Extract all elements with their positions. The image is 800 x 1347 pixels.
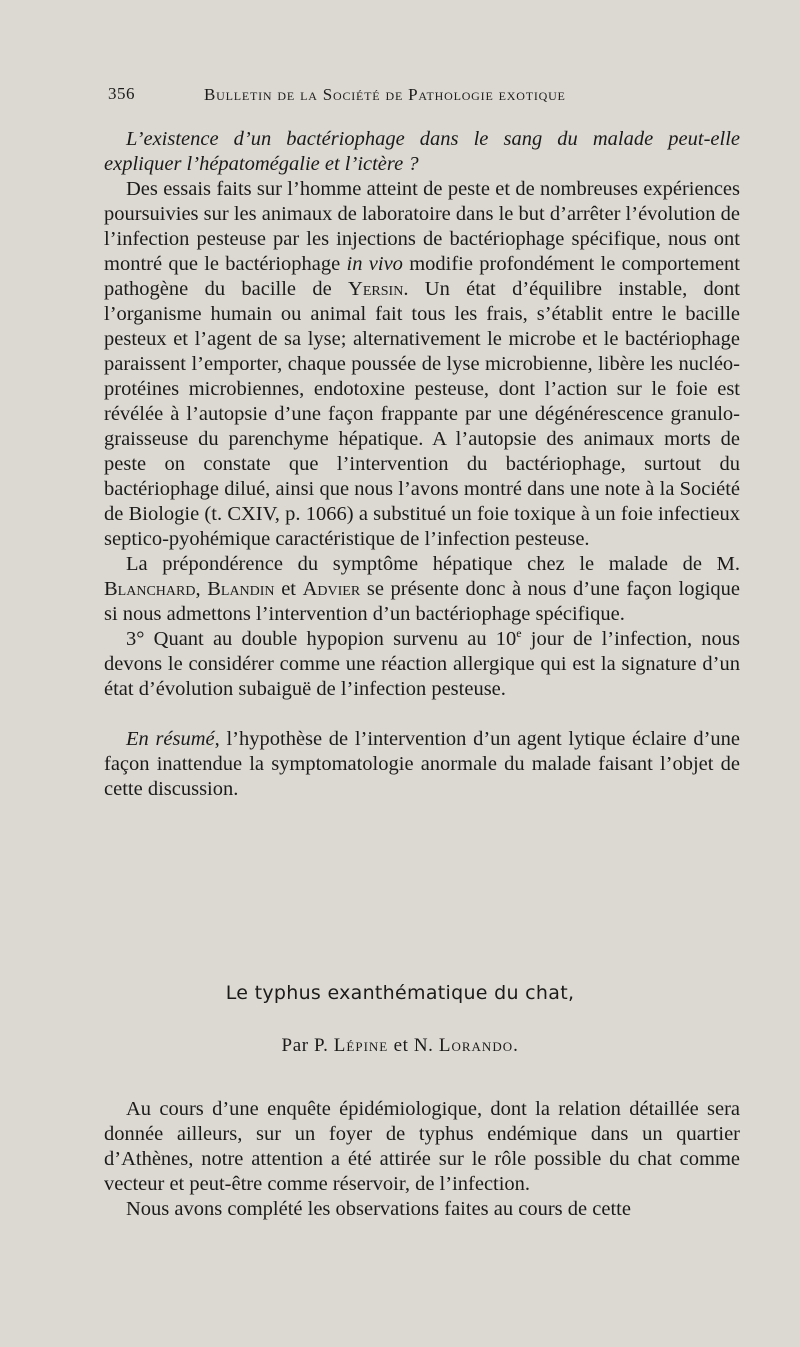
author-name: Yersin xyxy=(348,278,404,300)
paragraph: Nous avons complété les observations faites au cours de cette xyxy=(126,1198,631,1220)
summary-paragraph: En résumé, l’hypothèse de l’intervention d’un agent lytique éclaire d’une façon inattendue la symptomatologie anormale du malade faisant l’objet de cette discussion. xyxy=(104,728,741,800)
author-name: Advier xyxy=(302,578,361,600)
summary-lead: En résumé xyxy=(126,728,215,750)
author-name: Blanchard xyxy=(104,578,196,600)
paragraph: Des essais faits sur l’homme atteint de peste et de nombreuses expériences poursuivies sur les animaux de laboratoire dans le but d’arrêter l’évolution de l’infection pesteuse par les injections de bactériophage spécifique, nous ont montré que le bactériophage in vivo modifie profondément le comportement pathogène du bacille de Yersin. Un état d’équilibre instable, dont l’organisme humain ou animal fait tous les frais, s’établit entre le bacille pesteux et l’agent de sa lyse; alternativement le microbe et le bactériophage paraissent l’emporter, chaque poussée de lyse microbienne, libère les nucléo-protéines microbiennes, endotoxine pesteuse, dont l’action sur le foie est révélée à l’autopsie d’une façon frappante par une dégénérescence granulo-graisseuse du parenchyme hépatique. A l’autopsie des animaux morts de peste on constate que l’intervention du bactériophage, surtout du bactériophage dilué, ainsi que nous l’avons montré dans une note à la Société de Biologie (t. CXIV, p. 1066) a substitué un foie toxique à un foie infectieux septico-pyohémique caractéristique de l’infection pesteuse. xyxy=(104,178,740,550)
author-name: Blandin xyxy=(207,578,275,600)
byline: Par P. Lépine et N. Lorando. xyxy=(281,1035,519,1056)
paragraph: 3° Quant au double hypopion survenu au 10e jour de l’infection, nous devons le considérer comme une réaction allergique qui est la signature d’un état d’évolution subaiguë de l’infection pesteuse. xyxy=(104,626,741,700)
author-name: Lépine xyxy=(333,1035,389,1056)
running-title: Bulletin de la Société de Pathologie exotique xyxy=(204,85,566,104)
section-title: Le typhus exanthématique du chat, xyxy=(225,982,575,1004)
article-continuation xyxy=(104,127,740,802)
new-article-body xyxy=(104,1097,740,1222)
paragraph: Au cours d’une enquête épidémiologique, dont la relation détaillée sera donnée ailleurs, sur un foyer de typhus endémique dans un quartier d’Athènes, notre attention a été attirée sur le rôle possible du chat comme vecteur et peut-être comme réservoir, de l’infection. xyxy=(104,1098,740,1195)
page-number: 356 xyxy=(108,84,135,103)
author-name: Lorando xyxy=(438,1035,514,1056)
question-heading: L’existence d’un bactériophage dans le sang du malade peut-elle expliquer l’hépatomégalie et l’ictère ? xyxy=(104,128,740,175)
superscript: e xyxy=(516,626,522,641)
paragraph: La prépondérence du symptôme hépatique chez le malade de M. Blanchard, Blandin et Advier se présente donc à nous d’une façon logique si nous admettons l’intervention d’un bactériophage spécifique. xyxy=(104,553,740,625)
in-vivo-term: in vivo xyxy=(346,253,403,275)
